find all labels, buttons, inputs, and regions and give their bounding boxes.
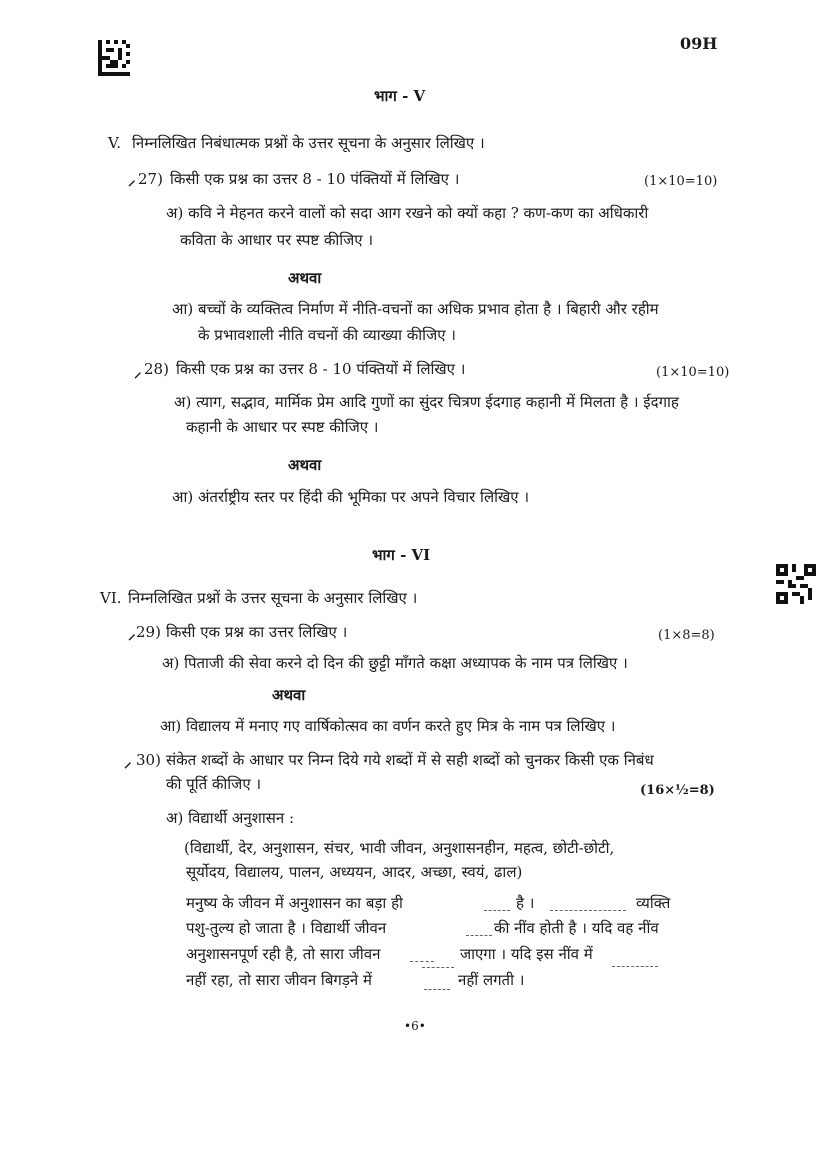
part-5-title: भाग - V [374, 87, 426, 105]
datamatrix-code-icon [98, 40, 130, 76]
q28-option-a-line1: अ) त्याग, सद्भाव, मार्मिक प्रेम आदि गुणों का सुंदर चित्रण ईदगाह कहानी में मिलता है । ईदगाह [174, 393, 679, 411]
para-line2-b: की नींव होती है । यदि वह नींव [494, 919, 659, 937]
tick-mark-icon: ⸝ [134, 363, 142, 381]
para-line1-a: मनुष्य के जीवन में अनुशासन का बड़ा ही [186, 894, 403, 912]
part-6-title: भाग - VI [372, 546, 431, 564]
para-line3-b: जाएगा । यदि इस नींव में [460, 945, 593, 963]
q29-number: 29) [136, 623, 161, 641]
q27-option-b-line2: के प्रभावशाली नीति वचनों की व्याख्या कीजिए । [198, 326, 456, 344]
para-line4-a: नहीं रहा, तो सारा जीवन बिगड़ने में [186, 971, 372, 989]
q27-option-a-line1: अ) कवि ने मेहनत करने वालों को सदा आग रखने को क्यों कहा ? कण-कण का अधिकारी [166, 204, 649, 222]
q30-instruction-line2: की पूर्ति कीजिए । [166, 775, 262, 793]
section-5-number: V. [108, 134, 121, 152]
para-line1-b: है । [516, 894, 535, 912]
q28-option-a-line2: कहानी के आधार पर स्पष्ट कीजिए । [186, 418, 379, 436]
q29-option-b-line1: आ) विद्यालय में मनाए गए वार्षिकोत्सव का वर्णन करते हुए मित्र के नाम पत्र लिखिए । [160, 717, 616, 735]
blank-7 [424, 975, 450, 990]
q28-instruction: किसी एक प्रश्न का उत्तर 8 - 10 पंक्तियों में लिखिए । [176, 360, 466, 378]
q27-option-a-line2: कविता के आधार पर स्पष्ट कीजिए । [180, 231, 374, 249]
page-number: •6• [404, 1019, 426, 1033]
blank-6 [612, 952, 658, 967]
q29-marks: (1×8=8) [658, 628, 715, 643]
para-line3-a: अनुशासनपूर्ण रही है, तो सारा जीवन [186, 945, 381, 963]
section-6-number: VI. [100, 589, 122, 607]
blank-5 [422, 953, 454, 968]
q29-instruction: किसी एक प्रश्न का उत्तर लिखिए । [166, 623, 348, 641]
q28-number: 28) [144, 360, 169, 378]
q27-number: 27) [138, 170, 163, 188]
section-6-instruction: निम्नलिखित प्रश्नों के उत्तर सूचना के अनुसार लिखिए । [128, 589, 418, 607]
q27-marks: (1×10=10) [644, 174, 718, 189]
q30-word-bank-line1: (विद्यार्थी, देर, अनुशासन, संचर, भावी जीवन, अनुशासनहीन, महत्व, छोटी-छोटी, [184, 839, 615, 857]
para-line4-b: नहीं लगती । [458, 971, 525, 989]
para-line1-c: व्यक्ति [636, 894, 671, 912]
q27-or: अथवा [288, 269, 322, 287]
paper-code: 09H [680, 34, 718, 53]
tick-mark-icon: ⸝ [128, 171, 136, 189]
qr-code-icon [776, 564, 816, 604]
section-5-instruction: निम्नलिखित निबंधात्मक प्रश्नों के उत्तर सूचना के अनुसार लिखिए । [132, 134, 485, 152]
q30-word-bank-line2: सूर्योदय, विद्यालय, पालन, अध्ययन, आदर, अच्छा, स्वयं, ढाल) [186, 863, 523, 881]
tick-mark-icon: ⸝ [124, 753, 132, 771]
para-line2-a: पशु-तुल्य हो जाता है । विद्यार्थी जीवन [186, 919, 387, 937]
tick-mark-icon: ⸝ [128, 625, 136, 643]
q28-or: अथवा [288, 456, 322, 474]
blank-3 [466, 921, 492, 936]
blank-2 [550, 896, 626, 911]
q27-instruction: किसी एक प्रश्न का उत्तर 8 - 10 पंक्तियों में लिखिए । [170, 170, 460, 188]
q29-or: अथवा [272, 686, 306, 704]
q30-marks: (16×½=8) [640, 783, 715, 798]
q29-option-a-line1: अ) पिताजी की सेवा करने दो दिन की छुट्टी माँगते कक्षा अध्यापक के नाम पत्र लिखिए । [162, 654, 628, 672]
q30-instruction-line1: संकेत शब्दों के आधार पर निम्न दिये गये शब्दों में से सही शब्दों को चुनकर किसी एक निबंध [166, 751, 654, 769]
q28-option-b-line1: आ) अंतर्राष्ट्रीय स्तर पर हिंदी की भूमिका पर अपने विचार लिखिए । [172, 488, 530, 506]
q27-option-b-line1: आ) बच्चों के व्यक्तित्व निर्माण में नीति-वचनों का अधिक प्रभाव होता है । बिहारी और रहीम [172, 300, 659, 318]
q30-number: 30) [136, 751, 161, 769]
q30-topic: अ) विद्यार्थी अनुशासन : [166, 809, 295, 827]
blank-1 [484, 896, 510, 911]
q28-marks: (1×10=10) [656, 365, 730, 380]
